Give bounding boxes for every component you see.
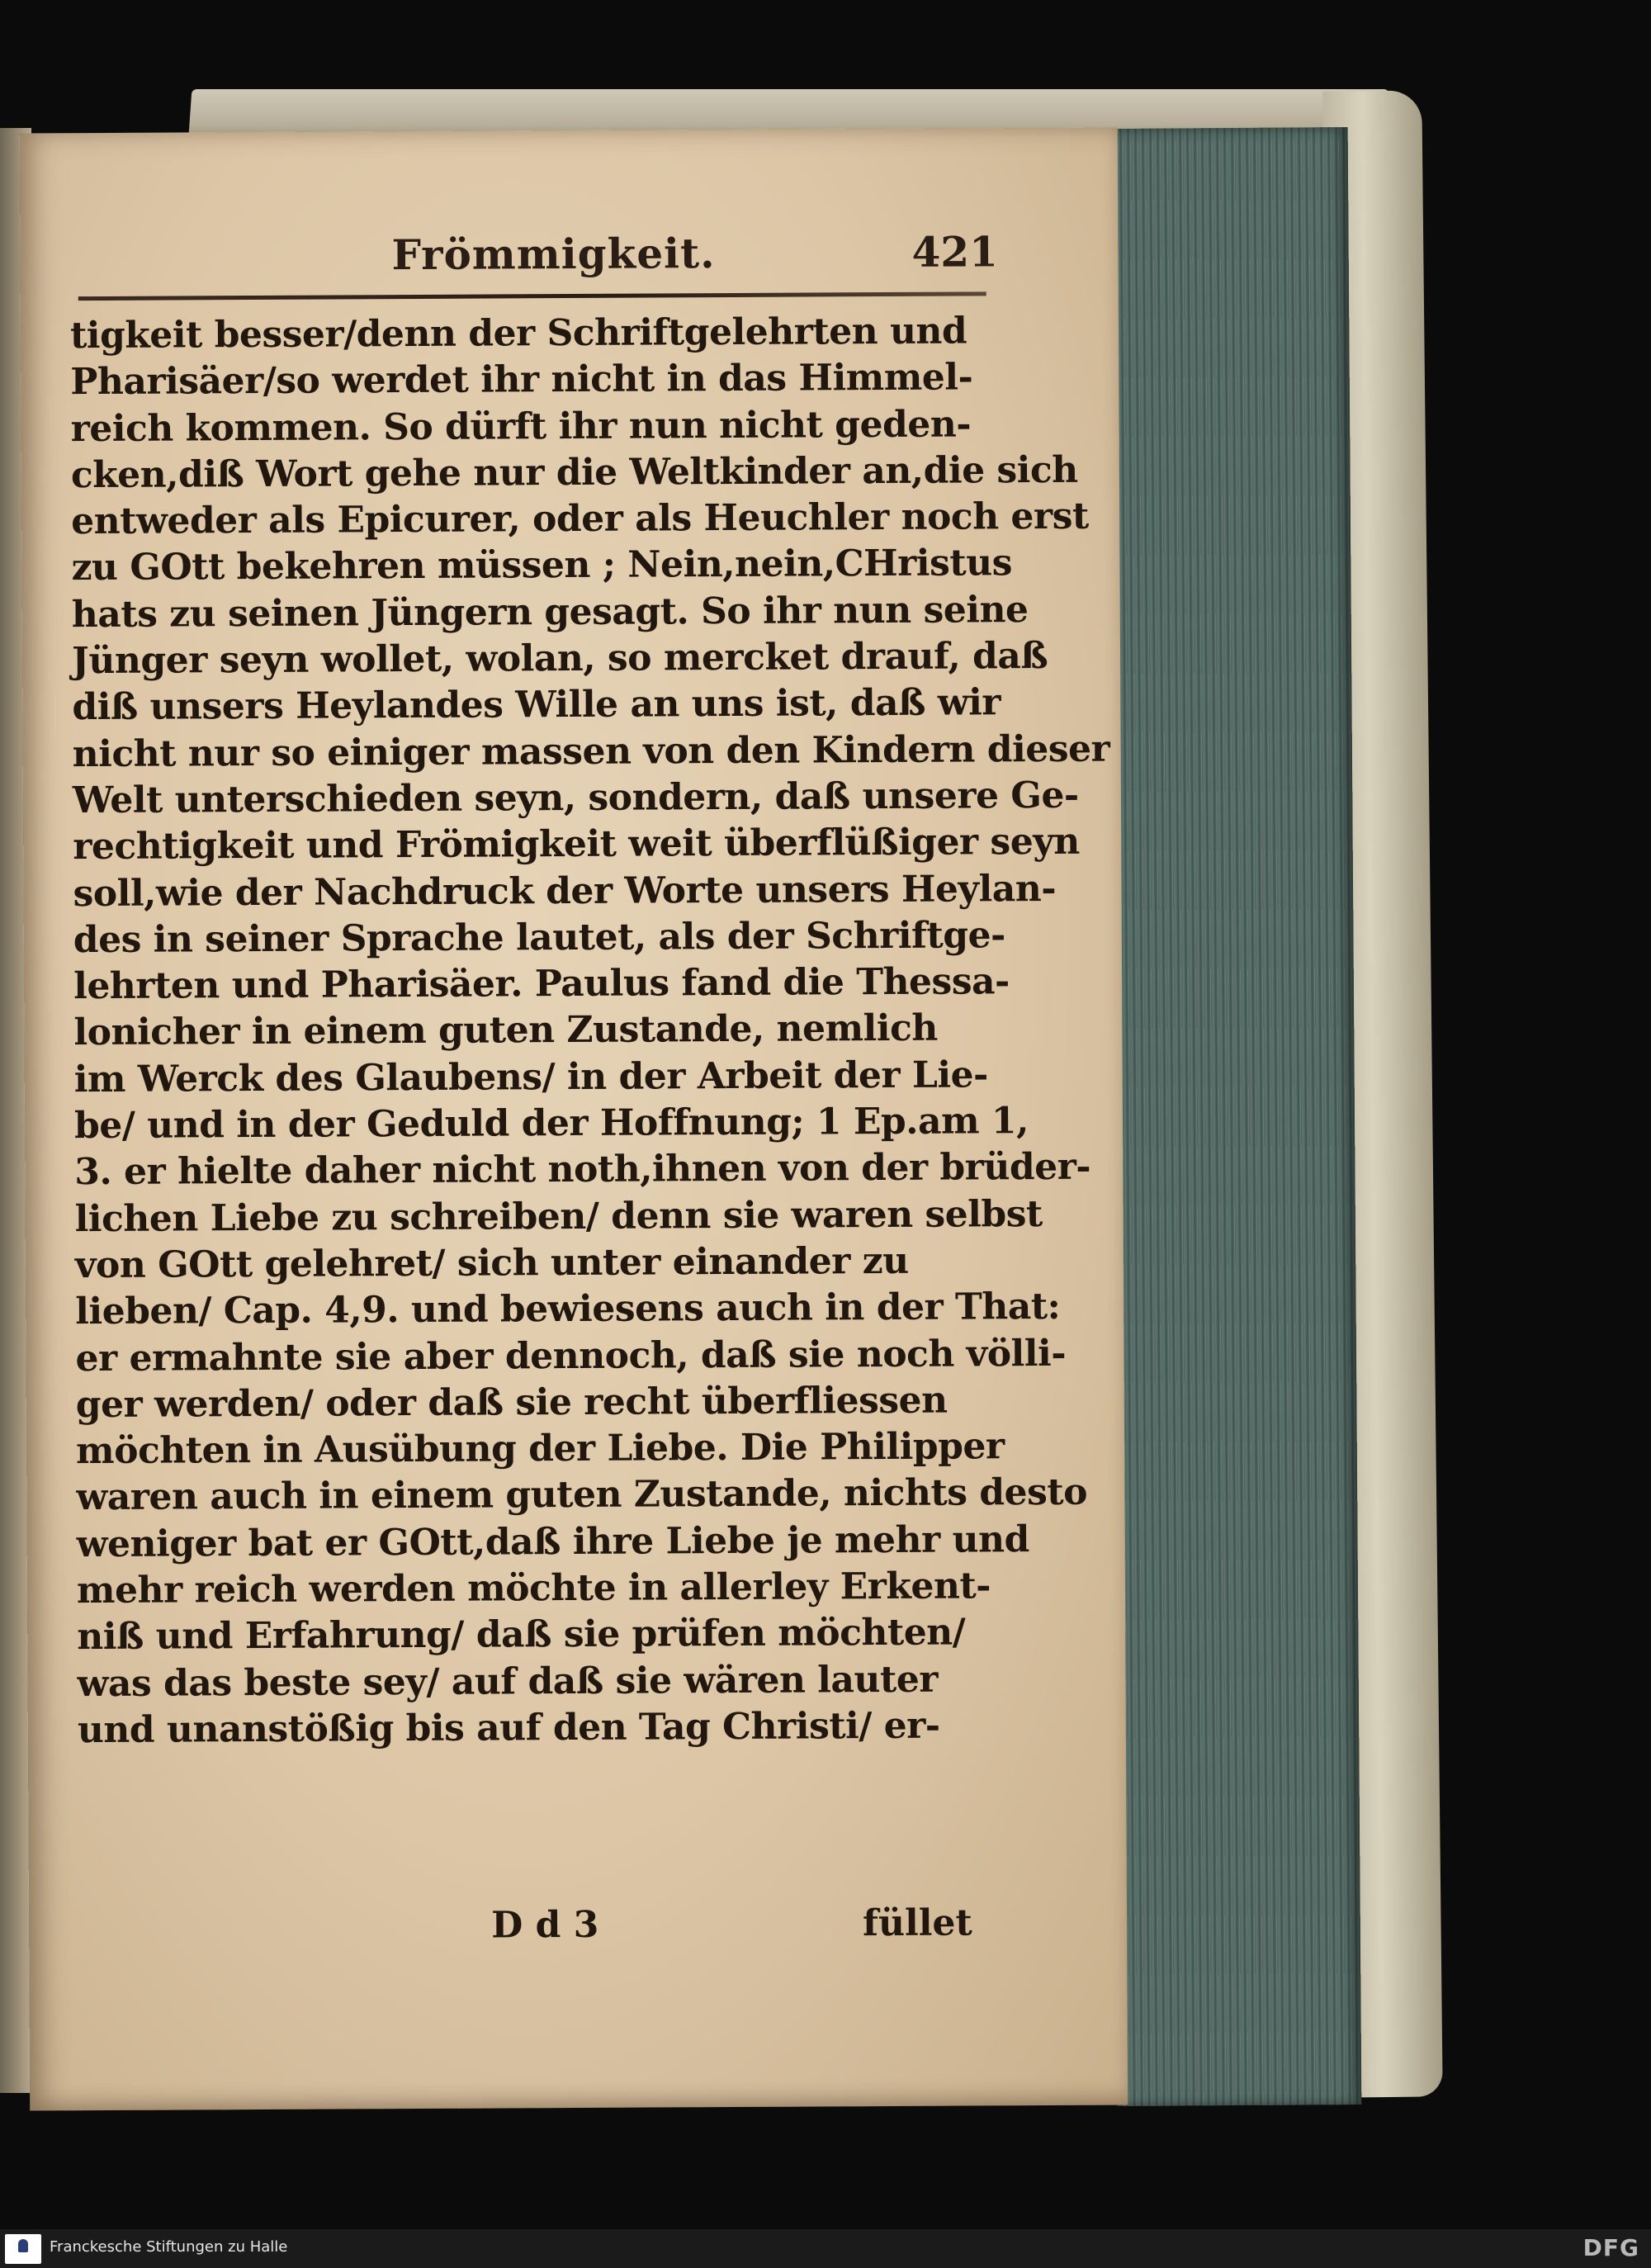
- text-line: lehrten und Pharisäer. Paulus fand die Thessa-: [73, 960, 1010, 1008]
- text-line: Jünger seyn wollet, wolan, so mercket drauf, daß: [71, 635, 1048, 683]
- book-page: [20, 128, 1128, 2111]
- body-text: [69, 308, 1110, 1754]
- text-line: lieben/ Cap. 4,9. und bewiesens auch in der That:: [75, 1286, 1061, 1333]
- viewer-footer: [0, 2229, 1651, 2268]
- text-line: zu GOtt bekehren müssen ; Nein,nein,CHristus: [71, 542, 1013, 589]
- page-header: [20, 217, 1118, 289]
- text-line: Pharisäer/so werdet ihr nicht in das Himmel-: [70, 356, 973, 404]
- page-foot: [29, 1901, 1127, 1957]
- text-line: er ermahnte sie aber dennoch, daß sie noch völli-: [75, 1332, 1067, 1380]
- text-line: mehr reich werden möchte in allerley Erkent-: [76, 1565, 991, 1612]
- header-rule: [78, 291, 986, 301]
- page-block-edges: [1104, 127, 1362, 2106]
- text-line: und unanstößig bis auf den Tag Christi/ er-: [77, 1704, 940, 1752]
- catchword: füllet: [862, 1901, 972, 1945]
- text-line: im Werck des Glaubens/ in der Arbeit der Lie-: [73, 1054, 988, 1101]
- text-line: waren auch in einem guten Zustande, nichts desto: [76, 1471, 1088, 1519]
- text-line: Welt unterschieden seyn, sondern, daß unsere Ge-: [72, 774, 1079, 822]
- text-line: rechtigkeit und Frömigkeit weit überflüßiger seyn: [73, 821, 1080, 869]
- text-line: lonicher in einem guten Zustande, nemlich: [73, 1007, 938, 1054]
- text-line: nicht nur so einiger massen von den Kindern dieser: [72, 727, 1110, 775]
- text-line: be/ und in der Geduld der Hoffnung; 1 Ep.am 1,: [73, 1100, 1029, 1148]
- text-line: 3. er hielte daher nicht noth,ihnen von der brüder-: [74, 1146, 1091, 1194]
- institution-label: Franckesche Stiftungen zu Halle: [50, 2238, 288, 2256]
- text-line: tigkeit besser/denn der Schriftgelehrten und: [69, 310, 967, 357]
- text-line: cken,diß Wort gehe nur die Weltkinder an,die sich: [70, 448, 1078, 497]
- running-head: Frömmigkeit.: [391, 229, 716, 280]
- text-line: diß unsers Heylandes Wille an uns ist, daß wir: [72, 681, 1001, 729]
- text-line: von GOtt gelehret/ sich unter einander zu: [74, 1239, 909, 1287]
- page-number: 421: [911, 227, 999, 277]
- dfg-logo: DFG: [1582, 2234, 1639, 2261]
- text-line: lichen Liebe zu schreiben/ denn sie waren selbst: [74, 1192, 1043, 1240]
- text-line: niß und Erfahrung/ daß sie prüfen möchten/: [77, 1611, 966, 1659]
- signature-mark: D d 3: [490, 1903, 599, 1947]
- text-line: soll,wie der Nachdruck der Worte unsers Heylan-: [73, 867, 1057, 915]
- text-line: weniger bat er GOtt,daß ihre Liebe je mehr und: [76, 1518, 1029, 1565]
- text-line: ger werden/ oder daß sie recht überfliessen: [75, 1379, 948, 1426]
- text-line: des in seiner Sprache lautet, als der Schriftge-: [73, 914, 1005, 962]
- text-line: reich kommen. So dürft ihr nun nicht geden-: [70, 403, 972, 450]
- text-line: was das beste sey/ auf daß sie wären lauter: [77, 1658, 939, 1705]
- text-line: hats zu seinen Jüngern gesagt. So ihr nun seine: [71, 588, 1029, 636]
- text-line: entweder als Epicurer, oder als Heuchler noch erst: [71, 495, 1089, 543]
- institution-logo-icon: [5, 2234, 41, 2264]
- text-line: möchten in Ausübung der Liebe. Die Philipper: [75, 1425, 1005, 1473]
